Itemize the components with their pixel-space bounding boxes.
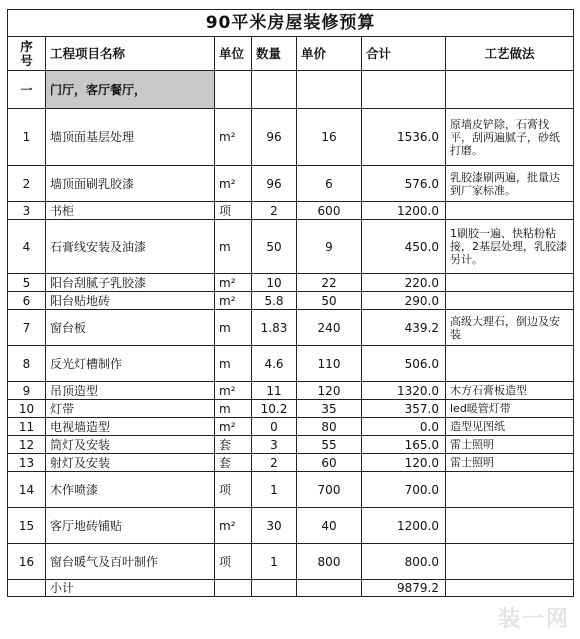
row-seq: 2 — [8, 166, 46, 202]
section-row — [8, 71, 574, 109]
table-row — [8, 166, 574, 202]
row-unit: m — [215, 400, 252, 418]
header-craft: 工艺做法 — [446, 37, 574, 71]
row-unit: m — [215, 310, 252, 346]
row-price: 110 — [297, 346, 362, 382]
header-total: 合计 — [362, 37, 446, 71]
row-name: 窗台暖气及百叶制作 — [46, 544, 215, 580]
row-craft — [446, 202, 574, 220]
row-total: 220.0 — [362, 274, 446, 292]
header-seq-line2: 号 — [20, 52, 33, 68]
row-qty: 2 — [252, 454, 297, 472]
table-row — [8, 346, 574, 382]
row-total: 1200.0 — [362, 508, 446, 544]
empty-cell — [446, 71, 574, 109]
row-price: 6 — [297, 166, 362, 202]
row-name: 筒灯及安装 — [46, 436, 215, 454]
row-craft: 雷士照明 — [446, 454, 574, 472]
row-seq: 8 — [8, 346, 46, 382]
row-qty: 3 — [252, 436, 297, 454]
table-row — [8, 382, 574, 400]
row-qty: 1.83 — [252, 310, 297, 346]
row-price: 55 — [297, 436, 362, 454]
row-qty: 1 — [252, 544, 297, 580]
header-price: 单价 — [297, 37, 362, 71]
row-name: 窗台板 — [46, 310, 215, 346]
row-total: 165.0 — [362, 436, 446, 454]
row-price: 800 — [297, 544, 362, 580]
row-price: 240 — [297, 310, 362, 346]
row-unit: m² — [215, 166, 252, 202]
row-seq: 11 — [8, 418, 46, 436]
row-total: 290.0 — [362, 292, 446, 310]
empty-cell — [215, 71, 252, 109]
row-seq: 4 — [8, 220, 46, 274]
row-name: 石膏线安装及油漆 — [46, 220, 215, 274]
row-unit: 套 — [215, 454, 252, 472]
row-qty: 1 — [252, 472, 297, 508]
title-row — [8, 10, 574, 37]
row-seq: 7 — [8, 310, 46, 346]
row-craft: 乳胶漆刷两遍，批量达到厂家标准。 — [446, 166, 574, 202]
table-row — [8, 310, 574, 346]
sheet-title: 90平米房屋装修预算 — [8, 10, 574, 37]
row-total: 0.0 — [362, 418, 446, 436]
header-row — [8, 37, 574, 71]
section-seq: 一 — [8, 71, 46, 109]
watermark-logo: 装一网 — [497, 607, 570, 632]
row-seq: 9 — [8, 382, 46, 400]
row-unit: 项 — [215, 472, 252, 508]
subtotal-label: 小计 — [46, 580, 215, 597]
table-row — [8, 454, 574, 472]
row-price: 16 — [297, 109, 362, 166]
row-seq: 3 — [8, 202, 46, 220]
row-price: 35 — [297, 400, 362, 418]
row-total: 1200.0 — [362, 202, 446, 220]
row-unit: m — [215, 346, 252, 382]
row-total: 576.0 — [362, 166, 446, 202]
empty-cell — [252, 71, 297, 109]
row-qty: 10.2 — [252, 400, 297, 418]
row-total: 1320.0 — [362, 382, 446, 400]
row-craft: 雷士照明 — [446, 436, 574, 454]
row-craft: 造型见图纸 — [446, 418, 574, 436]
row-craft — [446, 274, 574, 292]
row-seq: 15 — [8, 508, 46, 544]
section-name: 门厅，客厅餐厅， — [46, 71, 215, 109]
row-qty: 30 — [252, 508, 297, 544]
header-unit: 单位 — [215, 37, 252, 71]
header-seq — [8, 37, 46, 71]
row-price: 700 — [297, 472, 362, 508]
row-craft — [446, 544, 574, 580]
row-unit: 项 — [215, 202, 252, 220]
table-row — [8, 274, 574, 292]
row-total: 439.2 — [362, 310, 446, 346]
row-name: 墙顶面刷乳胶漆 — [46, 166, 215, 202]
table-row — [8, 436, 574, 454]
row-name: 射灯及安装 — [46, 454, 215, 472]
row-craft — [446, 292, 574, 310]
row-seq: 16 — [8, 544, 46, 580]
row-qty: 96 — [252, 109, 297, 166]
row-price: 9 — [297, 220, 362, 274]
row-unit: 套 — [215, 436, 252, 454]
budget-table — [7, 9, 574, 597]
row-name: 墙顶面基层处理 — [46, 109, 215, 166]
table-row — [8, 508, 574, 544]
table-row — [8, 220, 574, 274]
table-row — [8, 418, 574, 436]
empty-cell — [8, 580, 46, 597]
row-price: 60 — [297, 454, 362, 472]
row-name: 吊顶造型 — [46, 382, 215, 400]
row-qty: 10 — [252, 274, 297, 292]
empty-cell — [362, 71, 446, 109]
row-price: 40 — [297, 508, 362, 544]
row-qty: 0 — [252, 418, 297, 436]
row-name: 木作喷漆 — [46, 472, 215, 508]
row-total: 800.0 — [362, 544, 446, 580]
row-name: 阳台刮腻子乳胶漆 — [46, 274, 215, 292]
table-row — [8, 202, 574, 220]
empty-cell — [215, 580, 252, 597]
table-row — [8, 472, 574, 508]
row-craft: 木方石膏板造型 — [446, 382, 574, 400]
row-qty: 50 — [252, 220, 297, 274]
subtotal-total: 9879.2 — [362, 580, 446, 597]
row-qty: 96 — [252, 166, 297, 202]
table-row — [8, 292, 574, 310]
row-unit: m² — [215, 109, 252, 166]
row-seq: 5 — [8, 274, 46, 292]
row-seq: 14 — [8, 472, 46, 508]
empty-cell — [252, 580, 297, 597]
row-price: 600 — [297, 202, 362, 220]
row-unit: m² — [215, 274, 252, 292]
row-name: 电视墙造型 — [46, 418, 215, 436]
row-price: 50 — [297, 292, 362, 310]
row-price: 120 — [297, 382, 362, 400]
row-unit: m² — [215, 508, 252, 544]
table-row — [8, 544, 574, 580]
row-qty: 11 — [252, 382, 297, 400]
row-total: 1536.0 — [362, 109, 446, 166]
table-row — [8, 109, 574, 166]
row-name: 阳台贴地砖 — [46, 292, 215, 310]
row-seq: 12 — [8, 436, 46, 454]
row-craft: 1刷胶一遍、快粘粉粘接，2基层处理，乳胶漆另计。 — [446, 220, 574, 274]
row-unit: m² — [215, 292, 252, 310]
row-seq: 10 — [8, 400, 46, 418]
row-unit: m² — [215, 382, 252, 400]
row-seq: 1 — [8, 109, 46, 166]
row-name: 反光灯槽制作 — [46, 346, 215, 382]
empty-cell — [297, 580, 362, 597]
row-price: 80 — [297, 418, 362, 436]
row-total: 506.0 — [362, 346, 446, 382]
header-seq-line1: 序 — [20, 38, 33, 54]
table-row — [8, 400, 574, 418]
row-craft: 高级大理石，倒边及安装 — [446, 310, 574, 346]
row-craft — [446, 472, 574, 508]
empty-cell — [297, 71, 362, 109]
row-name: 客厅地砖铺贴 — [46, 508, 215, 544]
row-unit: m² — [215, 418, 252, 436]
row-craft: 原墙皮铲除，石膏找平，刮两遍腻子，砂纸打磨。 — [446, 109, 574, 166]
row-seq: 6 — [8, 292, 46, 310]
row-craft: led暖管灯带 — [446, 400, 574, 418]
row-qty: 5.8 — [252, 292, 297, 310]
row-unit: m — [215, 220, 252, 274]
row-unit: 项 — [215, 544, 252, 580]
row-craft — [446, 508, 574, 544]
row-total: 120.0 — [362, 454, 446, 472]
row-name: 灯带 — [46, 400, 215, 418]
row-price: 22 — [297, 274, 362, 292]
row-qty: 2 — [252, 202, 297, 220]
row-seq: 13 — [8, 454, 46, 472]
row-qty: 4.6 — [252, 346, 297, 382]
row-name: 书柜 — [46, 202, 215, 220]
row-total: 700.0 — [362, 472, 446, 508]
row-craft — [446, 346, 574, 382]
row-total: 357.0 — [362, 400, 446, 418]
empty-cell — [446, 580, 574, 597]
subtotal-row — [8, 580, 574, 597]
row-total: 450.0 — [362, 220, 446, 274]
header-qty: 数量 — [252, 37, 297, 71]
header-name: 工程项目名称 — [46, 37, 215, 71]
